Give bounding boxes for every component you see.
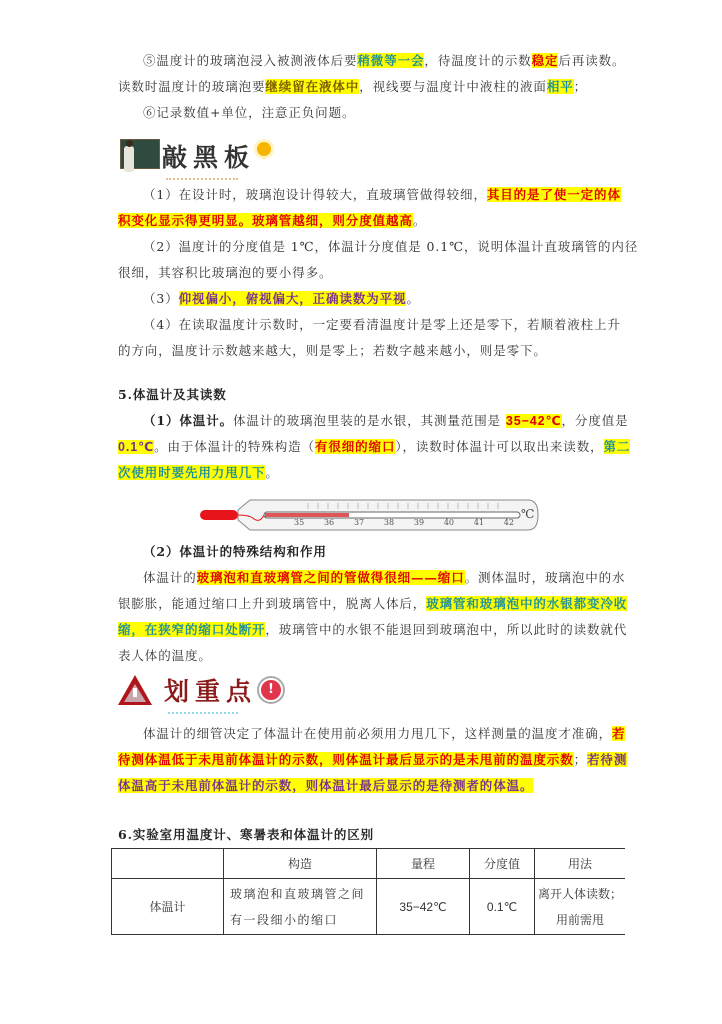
banner-title: 敲黑板	[162, 143, 256, 172]
banner-key-points	[118, 672, 283, 708]
header-cell: 构造	[224, 849, 377, 879]
note3	[143, 290, 608, 308]
text: 。	[265, 465, 279, 480]
highlight: 继续留在液体中	[265, 79, 360, 94]
text: ⑤温度计的玻璃泡浸入被测液体后要	[143, 53, 358, 68]
highlight: 0.1℃	[118, 440, 155, 454]
header-cell: 分度值	[470, 849, 535, 879]
highlight: 待测体温低于未甩前体温计的示数，则体温计最后显示的是未甩前的温度示数	[118, 752, 574, 767]
keypoint-line1	[143, 725, 626, 743]
section6-heading: 6.实验室用温度计、寒暑表和体温计的区别	[118, 827, 375, 842]
thermometer-scale	[294, 518, 514, 527]
step6: ⑥记录数值+单位，注意正负问题。	[143, 105, 356, 120]
text: ；	[573, 79, 588, 94]
note1-line2	[118, 212, 608, 230]
step5-line2	[118, 78, 608, 96]
text: 。测体温时，玻璃泡中的水	[464, 570, 626, 585]
tick-label: 42	[503, 518, 514, 527]
highlight: 若	[612, 726, 626, 741]
tick-label: 41	[473, 518, 484, 527]
note4-line1: （4）在读取温度计示数时，一定要看清温度计是零上还是零下，若顺着液柱上升	[143, 317, 621, 332]
highlight: 体温高于未甩前体温计的示数，则体温计最后显示的是待测者的体温。	[118, 778, 534, 793]
clinical-thermometer-figure	[198, 497, 543, 533]
range-cell: 35−42℃	[377, 879, 470, 935]
section5-p2-line1	[143, 569, 626, 587]
text: 银膨胀，能通过缩口上升到玻璃管中，脱离人体后，	[118, 596, 427, 611]
highlight: 仰视偏小，俯视偏大，正确读数为平视	[178, 291, 407, 306]
highlight: 稍微等一会	[357, 53, 425, 68]
text: （3）	[143, 291, 179, 306]
teacher-blackboard-icon	[118, 136, 158, 176]
header-cell: 用法	[535, 849, 626, 879]
text: 体温计的细管决定了体温计在使用前必须用力甩几下，这样测量的温度才准确，	[143, 726, 613, 741]
highlight: 玻璃管和玻璃泡中的水银都变冷收	[426, 596, 628, 611]
header-cell	[112, 849, 224, 879]
banner-knock-blackboard	[118, 136, 271, 176]
text: 后再读数。	[558, 53, 626, 68]
text: 有一段细小的缩口	[230, 912, 339, 927]
keypoint-line3	[118, 777, 608, 795]
tick-label: 36	[323, 518, 335, 527]
section5-p2-heading: （2）体温计的特殊结构和作用	[143, 544, 327, 559]
thermometer-svg	[198, 497, 543, 533]
highlight: 玻璃泡和直玻璃管之间的管做得很细——缩口	[196, 570, 465, 585]
text: ），读数时体温计可以取出来读数，	[395, 439, 604, 454]
text: 。由于体温计的特殊构造（	[154, 439, 315, 454]
unit-celsius: ℃	[521, 507, 535, 521]
division-cell: 0.1℃	[470, 879, 535, 935]
note1-line1	[143, 186, 621, 204]
row-name-cell: 体温计	[112, 879, 224, 935]
table-row	[112, 879, 626, 935]
text: ，分度值是	[561, 413, 629, 428]
text: 玻璃泡和直玻璃管之间	[230, 886, 366, 901]
section5-p1-line2	[118, 438, 631, 456]
text: ，视线要与温度计中液柱的液面	[359, 79, 547, 94]
text: 。	[412, 213, 427, 228]
table-header-row	[112, 849, 626, 879]
text: 体温计的玻璃泡里装的是水银，其测量范围是	[233, 413, 506, 428]
highlight: 第二	[603, 439, 631, 454]
usage-cell	[535, 879, 626, 935]
lightbulb-icon	[257, 142, 271, 156]
text: 用前需甩	[555, 912, 604, 927]
section5-p1-line1	[143, 412, 629, 430]
highlight: 其目的是了使一定的体	[486, 187, 621, 202]
text: 。	[406, 291, 420, 306]
highlight: 若待测	[587, 752, 628, 767]
highlight: 35−42℃	[505, 414, 562, 428]
tick-label: 40	[443, 518, 455, 527]
text: ，玻璃管中的水银不能退回到玻璃泡中，所以此时的读数就代	[265, 622, 628, 637]
header-cell: 量程	[377, 849, 470, 879]
note2-line1: （2）温度计的分度值是 1℃，体温计分度值是 0.1℃，说明体温计直玻璃管的内径	[143, 239, 639, 254]
note2-line2: 很细，其容积比玻璃泡的要小得多。	[118, 265, 333, 280]
exclamation-circle-icon: !	[259, 678, 283, 702]
step5-line1	[143, 52, 626, 70]
text: （1）在设计时，玻璃泡设计得较大，直玻璃管做得较细，	[143, 187, 487, 202]
tick-label: 35	[294, 518, 305, 527]
highlight: 缩，在狭窄的缩口处断开	[118, 622, 266, 637]
keypoint-line2	[118, 751, 628, 769]
text: 离开人体读数；	[537, 886, 622, 901]
highlight: 次使用时要先用力甩几下	[118, 465, 266, 480]
section5-p1-line3	[118, 464, 608, 482]
section5-heading: 5.体温计及其读数	[118, 387, 227, 402]
banner-title: 划重点	[164, 677, 258, 706]
tick-label: 39	[413, 518, 425, 527]
text: 读数时温度计的玻璃泡要	[118, 79, 266, 94]
highlight: 积变化显示得更明显。玻璃管越细，则分度值越高	[118, 213, 413, 228]
highlight: 相平	[546, 79, 574, 94]
highlight: 有很细的缩口	[314, 439, 396, 454]
text: ，待温度计的示数	[424, 53, 532, 68]
comparison-table	[111, 848, 625, 935]
section5-p2-line4: 表人体的温度。	[118, 648, 212, 663]
note4-line2: 的方向，温度计示数越来越大，则是零上；若数字越来越小，则是零下。	[118, 343, 547, 358]
tick-label: 38	[383, 518, 395, 527]
structure-cell	[224, 879, 377, 935]
warning-triangle-icon	[118, 675, 152, 705]
highlight: 稳定	[531, 53, 559, 68]
text: 体温计的	[143, 570, 197, 585]
tick-label: 37	[353, 518, 365, 527]
section5-p2-line2	[118, 595, 628, 613]
text: ；	[573, 752, 588, 767]
section5-p2-line3	[118, 621, 628, 639]
text: （1）体温计。	[143, 413, 233, 428]
